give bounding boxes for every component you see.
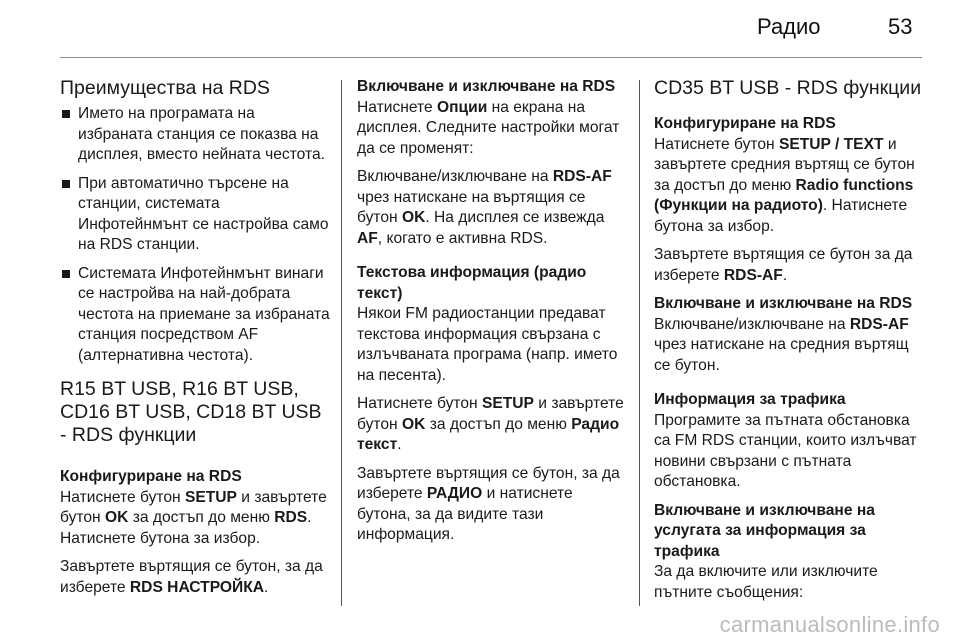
bullet-square-icon bbox=[62, 270, 70, 278]
list-item: Системата Инфотейнмънт винаги се настройва на най-добрата честота на приемане за избраната станция посредством AF (алтернативна честота). bbox=[60, 264, 332, 367]
heading-r15-rds-functions: R15 BT USB, R16 BT USB, CD16 BT USB, CD18 BT USB - RDS функции bbox=[60, 378, 322, 446]
column-1 bbox=[60, 77, 332, 606]
bullet-square-icon bbox=[62, 110, 70, 118]
paragraph: Включване/изключване на RDS-AF чрез натискане на средния въртящ се бутон. bbox=[654, 315, 909, 374]
heading-rds-benefits: Преимущества на RDS bbox=[60, 77, 270, 99]
paragraph: Някои FM радиостанции предават текстова информация свързана с излъчваната програма (напр. името на песента). bbox=[357, 305, 618, 384]
paragraph: Натиснете Опции на екрана на дисплея. Следните настройки могат да се променят: bbox=[357, 98, 620, 157]
column-divider-1 bbox=[341, 80, 342, 606]
paragraph: За да включите или изключите пътните съобщения: bbox=[654, 563, 878, 601]
paragraph: Програмите за пътната обстановка са FM RDS станции, които излъчват новини свързани с пътната обстановка. bbox=[654, 411, 917, 490]
list-item: При автоматично търсене на станции, системата Инфотейнмънт се настройва само на RDS станции. bbox=[60, 174, 332, 256]
column-2 bbox=[357, 77, 629, 554]
subheading-traffic-service: Включване и изключване на услугата за информация за трафика bbox=[654, 501, 875, 560]
subheading-rds-on-off: Включване и изключване на RDS bbox=[654, 295, 913, 312]
header-rule bbox=[60, 57, 922, 58]
paragraph: Завъртете въртящия се бутон за да изберете RDS-AF. bbox=[654, 246, 913, 284]
page-header bbox=[0, 0, 960, 60]
list-item: Името на програмата на избраната станция се показва на дисплея, вместо нейната честота. bbox=[60, 104, 332, 166]
page-number: 53 bbox=[888, 14, 913, 39]
column-divider-2 bbox=[639, 80, 640, 606]
bullet-square-icon bbox=[62, 180, 70, 188]
subheading-rds-on-off: Включване и изключване на RDS bbox=[357, 78, 616, 95]
subheading-rds-config: Конфигуриране на RDS bbox=[60, 468, 242, 485]
heading-cd35-rds-functions: CD35 BT USB - RDS функции bbox=[654, 77, 922, 99]
watermark-text: carmanualsonline.info bbox=[719, 612, 940, 637]
benefits-list bbox=[60, 104, 332, 366]
paragraph: Натиснете бутон SETUP и завъртете бутон OK за достъп до меню RDS. Натиснете бутона за избор. bbox=[60, 488, 327, 547]
paragraph: Завъртете въртящия се бутон, за да изберете РАДИО и натиснете бутона, за да видите тази информация. bbox=[357, 464, 620, 543]
paragraph: Завъртете въртящия се бутон, за да изберете RDS НАСТРОЙКА. bbox=[60, 558, 323, 596]
paragraph: Включване/изключване на RDS-AF чрез натискане на въртящия се бутон OK. На дисплея се извежда AF, когато е активна RDS. bbox=[357, 168, 612, 247]
subheading-traffic-info: Информация за трафика bbox=[654, 391, 846, 408]
subheading-rds-config: Конфигуриране на RDS bbox=[654, 115, 836, 132]
column-3 bbox=[654, 77, 926, 611]
subheading-radio-text: Текстова информация (радио текст) bbox=[357, 264, 587, 302]
paragraph: Натиснете бутон SETUP и завъртете бутон OK за достъп до меню Радио текст. bbox=[357, 395, 624, 453]
paragraph: Натиснете бутон SETUP / TEXT и завъртете средния въртящ се бутон за достъп до меню Radio functions (Функции на радиото). Натиснете бутона за избор. bbox=[654, 135, 915, 235]
section-title: Радио bbox=[757, 14, 821, 39]
